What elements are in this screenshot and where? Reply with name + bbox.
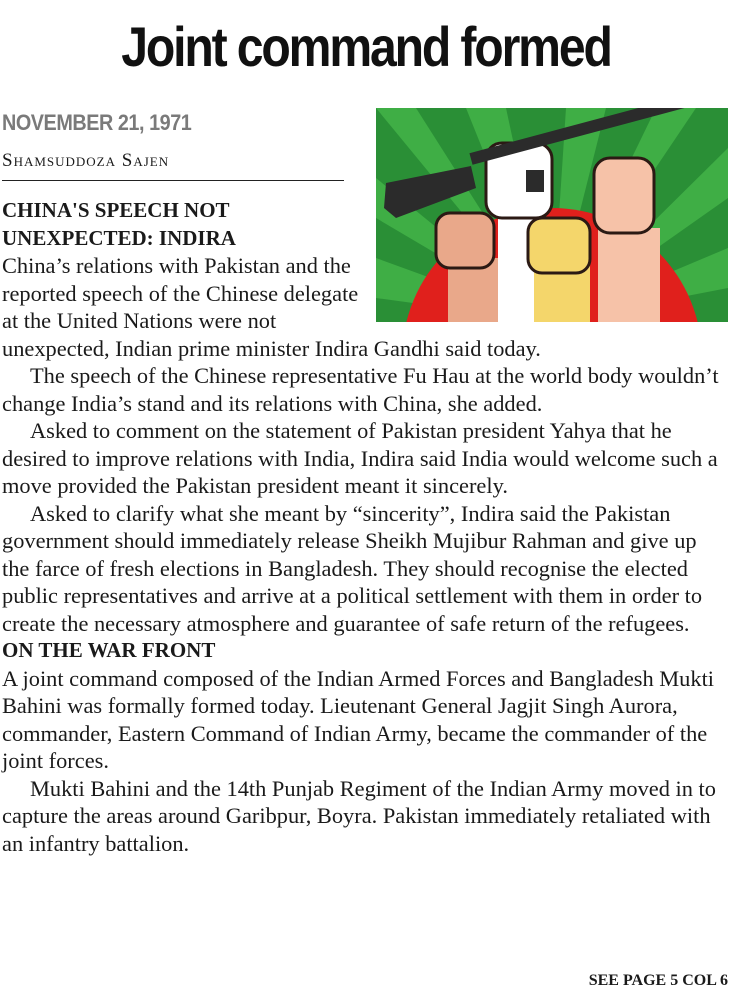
paragraph: Asked to clarify what she meant by “sincerity”, Indira said the Pakistan government should immediately release Sheikh Mujibur Rahman and give up the farce of fresh elections in Bangladesh. They should recognise the elected public representatives and arrive at a political settlement with them in order to create the necessary atmosphere and guarantee of safe return of the refugees. xyxy=(2,500,703,636)
subhead-china: CHINA'S SPEECH NOT UNEXPECTED: INDIRA xyxy=(2,198,236,250)
paragraph: Asked to comment on the statement of Pakistan president Yahya that he desired to improve relations with India, Indira said India would welcome such a move provided the Pakistan president meant it sincerely. xyxy=(2,418,718,498)
illustration-svg xyxy=(376,108,728,322)
continuation-note: SEE PAGE 5 COL 6 xyxy=(588,972,728,989)
byline: Shamsuddoza Sajen xyxy=(2,150,344,181)
paragraph: A joint command composed of the Indian Armed Forces and Bangladesh Mukti Bahini was formally formed today. Lieutenant General Jagjit Singh Aurora, commander, Eastern Command of Indian Army, became the commander of the joint forces. xyxy=(2,665,715,773)
raised-fists-rifle-illustration xyxy=(376,108,728,322)
subhead-war-front: ON THE WAR FRONT xyxy=(2,638,216,662)
paragraph: China’s relations with Pakistan and the reported speech of the Chinese delegate at the United Nations were not unexpected, Indian prime minister Indira Gandhi said today. xyxy=(2,253,541,361)
headline: Joint command formed xyxy=(121,15,611,78)
paragraph: The speech of the Chinese representative Fu Hau at the world body wouldn’t change India’s stand and its relations with China, she added. xyxy=(2,363,719,416)
dateline: NOVEMBER 21, 1971 xyxy=(2,110,192,135)
paragraph: Mukti Bahini and the 14th Punjab Regiment of the Indian Army moved in to capture the areas around Garibpur, Boyra. Pakistan immediately retaliated with an infantry battalion. xyxy=(2,775,716,856)
article-body xyxy=(2,197,727,857)
